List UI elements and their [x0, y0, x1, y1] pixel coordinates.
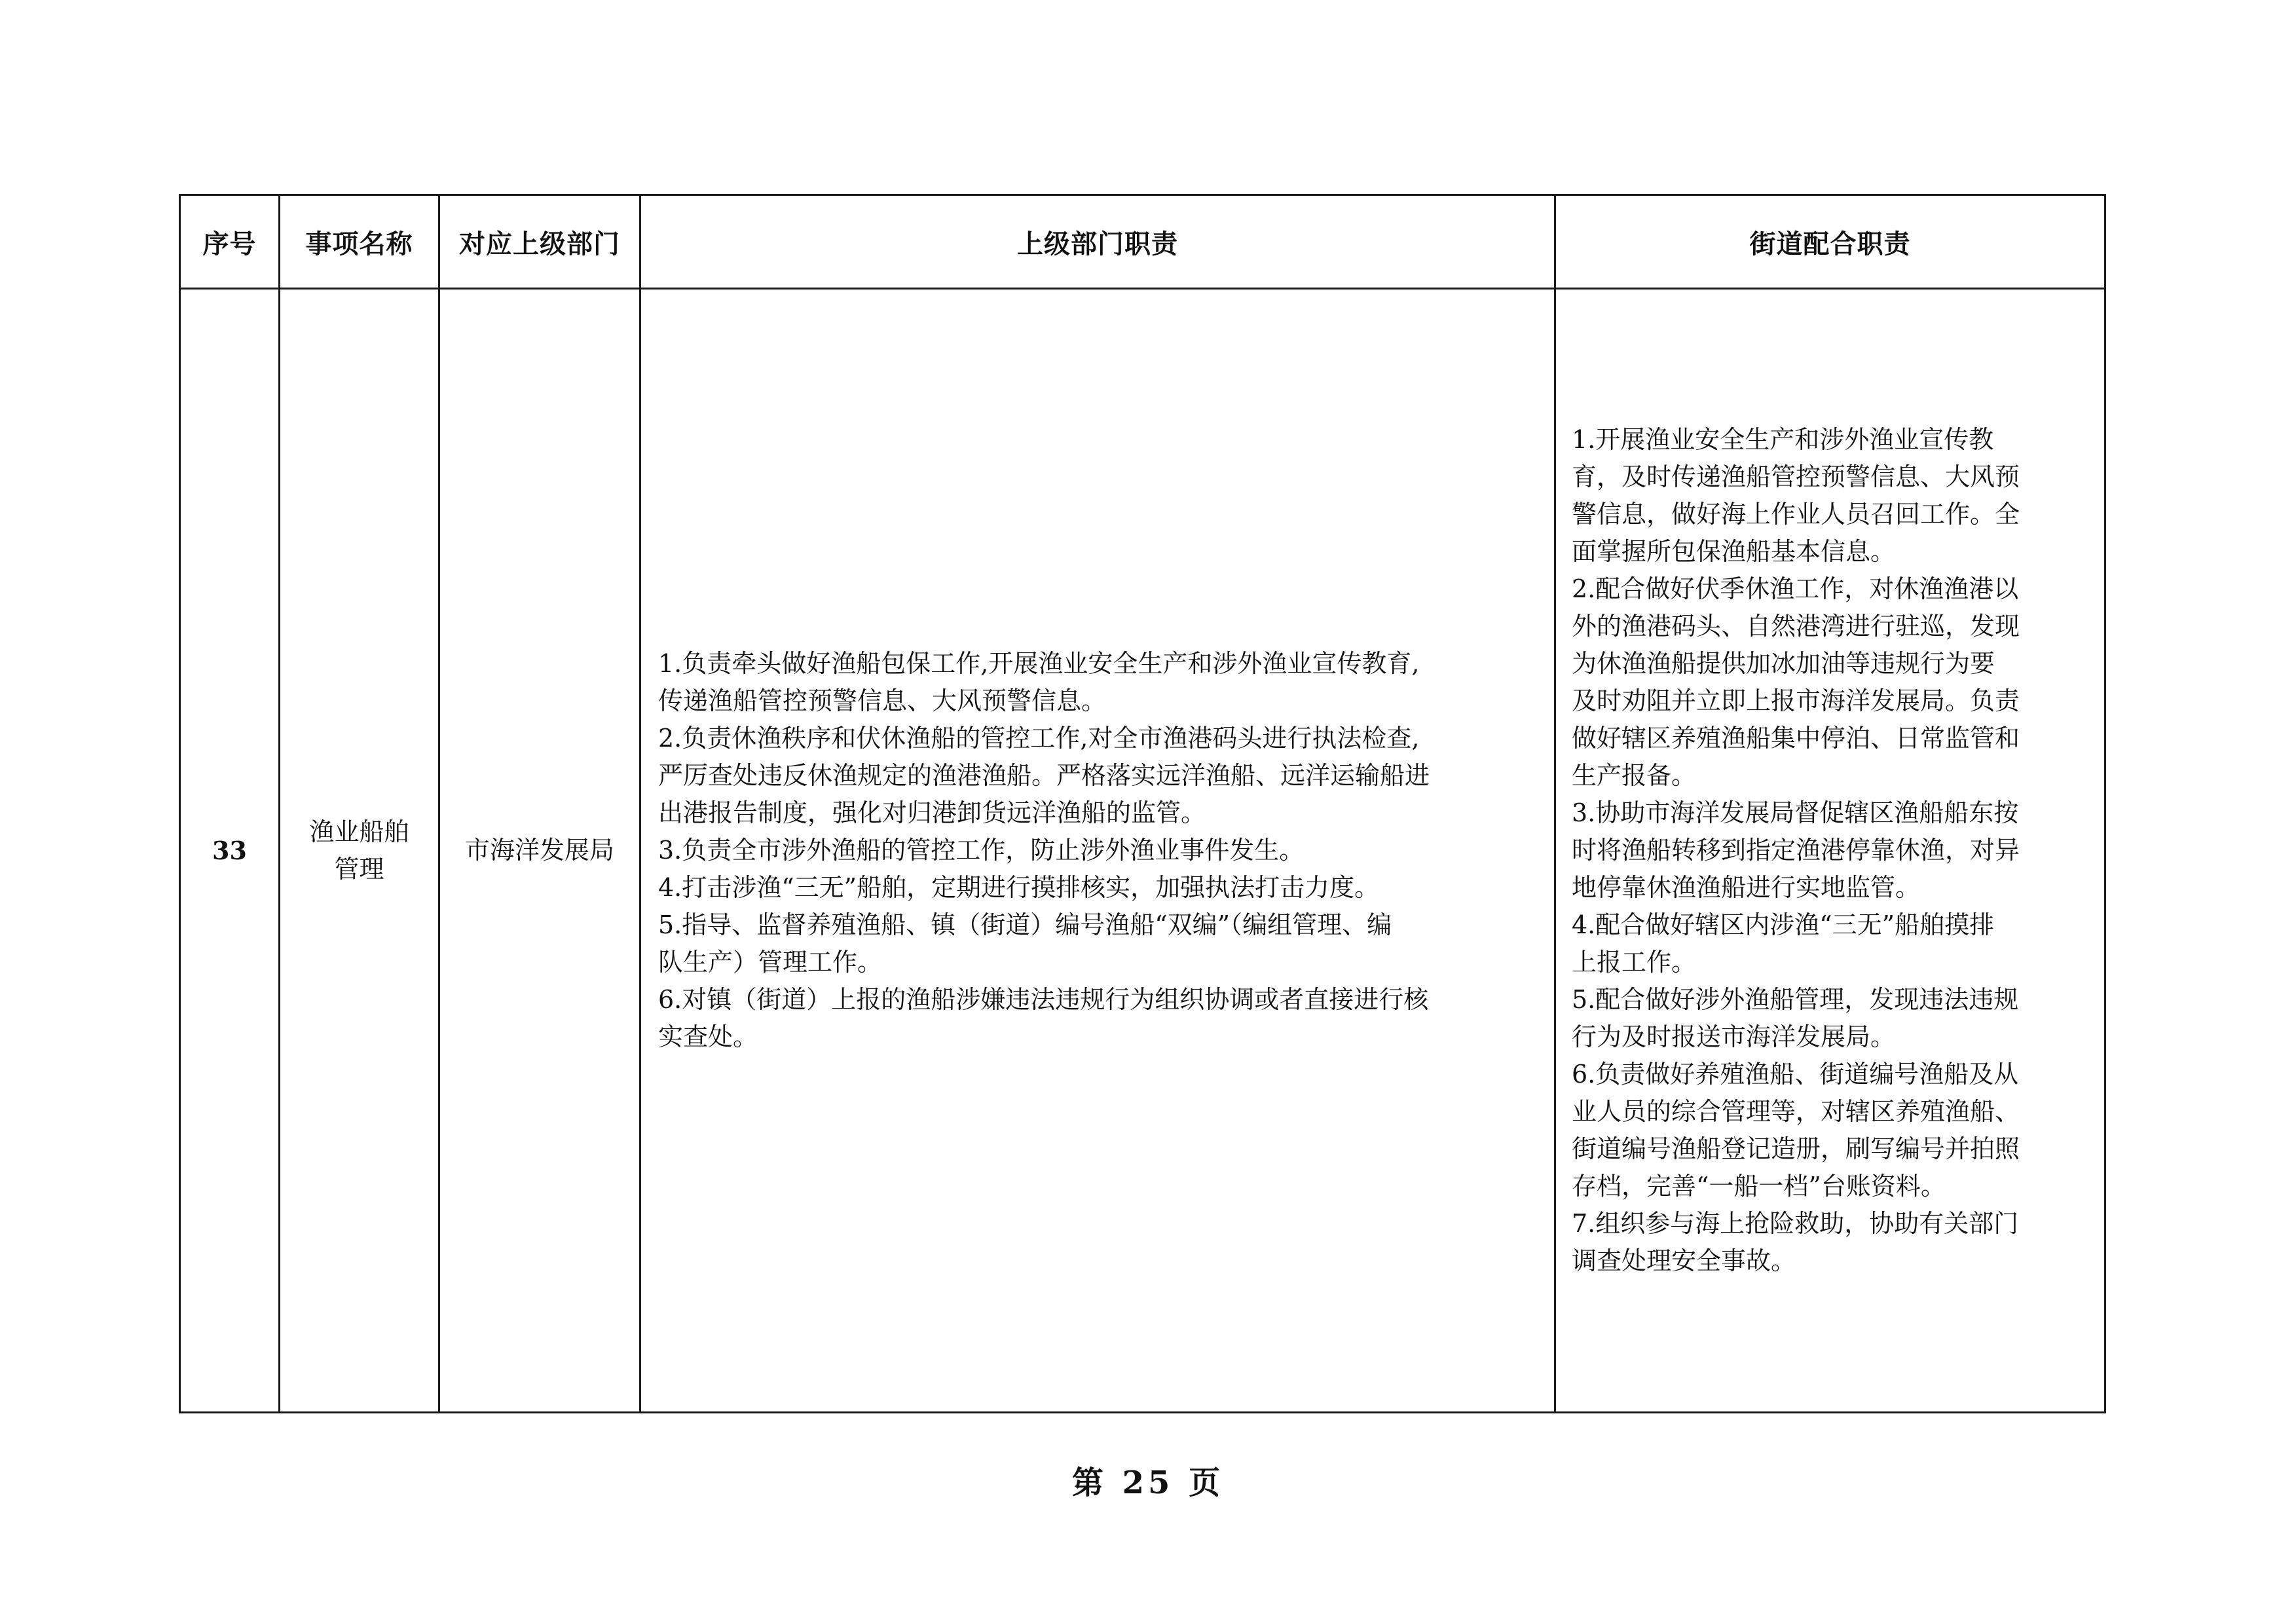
street-duty-line: 警信息，做好海上作业人员召回工作。全 — [1572, 500, 2020, 529]
cell-street-duty — [1555, 289, 2105, 1413]
street-duty-line: 面掌握所包保渔船基本信息。 — [1572, 537, 1896, 566]
cell-seq: 33 — [180, 289, 280, 1413]
page-number: 第 25 页 — [1071, 1464, 1225, 1501]
street-duty-line: 存档，完善“一船一档”台账资料。 — [1572, 1172, 1946, 1201]
dept-duty-line: 2.负责休渔秩序和伏休渔船的管控工作,对全市渔港码头进行执法检查, — [658, 724, 1420, 753]
item-name-line: 管理 — [334, 854, 384, 884]
street-duty-line: 及时劝阻并立即上报市海洋发展局。负责 — [1572, 686, 2020, 715]
header-dept-duty: 上级部门职责 — [640, 195, 1555, 289]
dept-duty-line: 3.负责全市涉外渔船的管控工作，防止涉外渔业事件发生。 — [658, 836, 1305, 865]
dept-duty-line: 严厉查处违反休渔规定的渔港渔船。严格落实远洋渔船、远洋运输船进 — [658, 761, 1430, 790]
street-duty-line: 行为及时报送市海洋发展局。 — [1572, 1022, 1896, 1051]
street-duty-line: 5.配合做好涉外渔船管理，发现违法违规 — [1572, 985, 2019, 1014]
street-duty-line: 时将渔船转移到指定渔港停靠休渔，对异 — [1572, 836, 2020, 865]
dept-duty-line: 1.负责牵头做好渔船包保工作,开展渔业安全生产和涉外渔业宣传教育, — [658, 649, 1420, 678]
dept-duty-line: 实查处。 — [658, 1022, 758, 1051]
cell-item-name — [280, 289, 439, 1413]
duty-table — [179, 194, 2106, 1413]
cell-dept: 市海洋发展局 — [439, 289, 640, 1413]
item-name-line: 渔业船舶 — [309, 817, 409, 846]
street-duty-line: 生产报备。 — [1572, 761, 1697, 790]
street-duty-line: 育，及时传递渔船管控预警信息、大风预 — [1572, 462, 2020, 491]
cell-dept-duty — [640, 289, 1555, 1413]
header-dept: 对应上级部门 — [439, 195, 640, 289]
dept-duty-line: 传递渔船管控预警信息、大风预警信息。 — [658, 686, 1107, 715]
street-duty-line: 3.协助市海洋发展局督促辖区渔船船东按 — [1572, 798, 2019, 827]
street-duty-line: 调查处理安全事故。 — [1572, 1246, 1796, 1275]
header-seq: 序号 — [180, 195, 280, 289]
street-duty-line: 做好辖区养殖渔船集中停泊、日常监管和 — [1572, 724, 2020, 753]
street-duty-line: 1.开展渔业安全生产和涉外渔业宣传教 — [1572, 425, 1994, 454]
table-header-row — [180, 195, 2105, 289]
street-duty-line: 上报工作。 — [1572, 948, 1697, 977]
street-duty-line: 6.负责做好养殖渔船、街道编号渔船及从 — [1572, 1060, 2019, 1089]
street-duty-line: 外的渔港码头、自然港湾进行驻巡，发现 — [1572, 612, 2020, 641]
street-duty-line: 2.配合做好伏季休渔工作，对休渔渔港以 — [1572, 574, 2019, 603]
dept-duty-line: 4.打击涉渔“三无”船舶，定期进行摸排核实，加强执法打击力度。 — [658, 873, 1380, 902]
table-row — [180, 289, 2105, 1413]
street-duty-line: 为休渔渔船提供加冰加油等违规行为要 — [1572, 649, 1995, 678]
header-street-duty: 街道配合职责 — [1555, 195, 2105, 289]
dept-duty-line: 5.指导、监督养殖渔船、镇（街道）编号渔船“双编”（编组管理、编 — [658, 910, 1392, 939]
header-item-name: 事项名称 — [280, 195, 439, 289]
street-duty-line: 7.组织参与海上抢险救助，协助有关部门 — [1572, 1209, 2019, 1238]
dept-duty-line: 出港报告制度，强化对归港卸货远洋渔船的监管。 — [658, 798, 1206, 827]
street-duty-line: 业人员的综合管理等，对辖区养殖渔船、 — [1572, 1097, 2020, 1126]
street-duty-line: 4.配合做好辖区内涉渔“三无”船舶摸排 — [1572, 910, 1995, 939]
dept-duty-line: 队生产）管理工作。 — [658, 948, 883, 977]
dept-duty-line: 6.对镇（街道）上报的渔船涉嫌违法违规行为组织协调或者直接进行核 — [658, 985, 1429, 1014]
street-duty-line: 地停靠休渔渔船进行实地监管。 — [1572, 873, 1921, 902]
street-duty-line: 街道编号渔船登记造册，刷写编号并拍照 — [1572, 1134, 2020, 1163]
